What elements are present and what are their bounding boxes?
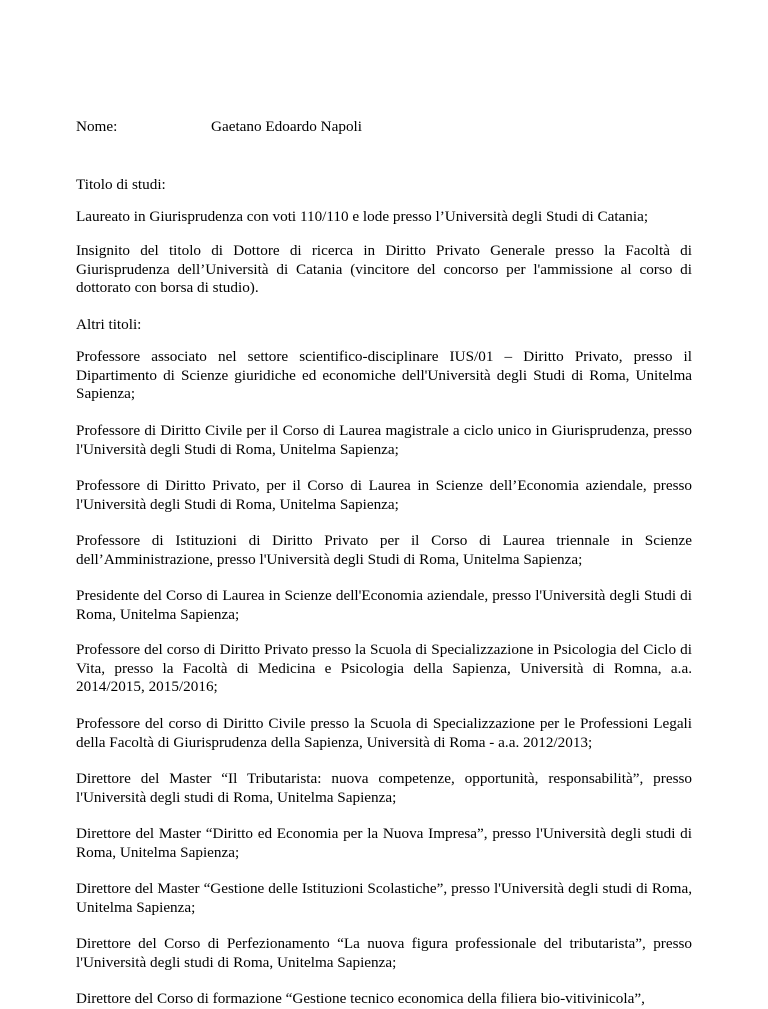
name-row <box>76 118 117 137</box>
title-item: Direttore del Master “Il Tributarista: nuova competenze, opportunità, responsabilità”, presso l'Università degli studi di Roma, Unitelma Sapienza; <box>76 770 692 806</box>
title-item: Professore del corso di Diritto Privato presso la Scuola di Specializzazione in Psicologia del Ciclo di Vita, presso la Facoltà di Medicina e Psicologia della Sapienza, Università di Romna, a.a. 2014/2015, 2015/2016; <box>76 641 692 696</box>
title-item: Presidente del Corso di Laurea in Scienze dell'Economia aziendale, presso l'Università degli Studi di Roma, Unitelma Sapienza; <box>76 587 692 623</box>
title-item: Professore del corso di Diritto Civile presso la Scuola di Specializzazione per le Professioni Legali della Facoltà di Giurisprudenza della Sapienza, Università di Roma - a.a. 2012/2013; <box>76 715 692 751</box>
studies-item: Laureato in Giurisprudenza con voti 110/110 e lode presso l’Università degli Studi di Catania; <box>76 208 649 225</box>
title-item: Professore di Diritto Civile per il Corso di Laurea magistrale a ciclo unico in Giurisprudenza, presso l'Università degli Studi di Roma, Unitelma Sapienza; <box>76 422 692 458</box>
studies-item: Insignito del titolo di Dottore di ricerca in Diritto Privato Generale presso la Facoltà di Giurisprudenza dell’Università di Catania (vincitore del concorso per l'ammissione al corso di dottorato con borsa di studio). <box>76 242 692 297</box>
title-item: Direttore del Corso di Perfezionamento “La nuova figura professionale del tributarista”, presso l'Università degli studi di Roma, Unitelma Sapienza; <box>76 935 692 971</box>
title-item: Direttore del Corso di formazione “Gestione tecnico economica della filiera bio-vitivinicola”, <box>76 990 645 1007</box>
title-item: Direttore del Master “Gestione delle Istituzioni Scolastiche”, presso l'Università degli studi di Roma, Unitelma Sapienza; <box>76 880 692 916</box>
title-item: Professore di Istituzioni di Diritto Privato per il Corso di Laurea triennale in Scienze dell’Amministrazione, presso l'Università degli Studi di Roma, Unitelma Sapienza; <box>76 532 692 568</box>
title-item: Direttore del Master “Diritto ed Economia per la Nuova Impresa”, presso l'Università degli studi di Roma, Unitelma Sapienza; <box>76 825 692 861</box>
title-item: Professore di Diritto Privato, per il Corso di Laurea in Scienze dell’Economia aziendale, presso l'Università degli Studi di Roma, Unitelma Sapienza; <box>76 477 692 513</box>
name-label: Nome: <box>76 118 118 135</box>
other-titles-heading: Altri titoli: <box>76 316 142 333</box>
studies-heading: Titolo di studi: <box>76 176 166 193</box>
name-value: Gaetano Edoardo Napoli <box>211 118 362 135</box>
title-item: Professore associato nel settore scientifico-disciplinare IUS/01 – Diritto Privato, presso il Dipartimento di Scienze giuridiche ed economiche dell'Università degli Studi di Roma, Unitelma Sapienza; <box>76 348 692 403</box>
